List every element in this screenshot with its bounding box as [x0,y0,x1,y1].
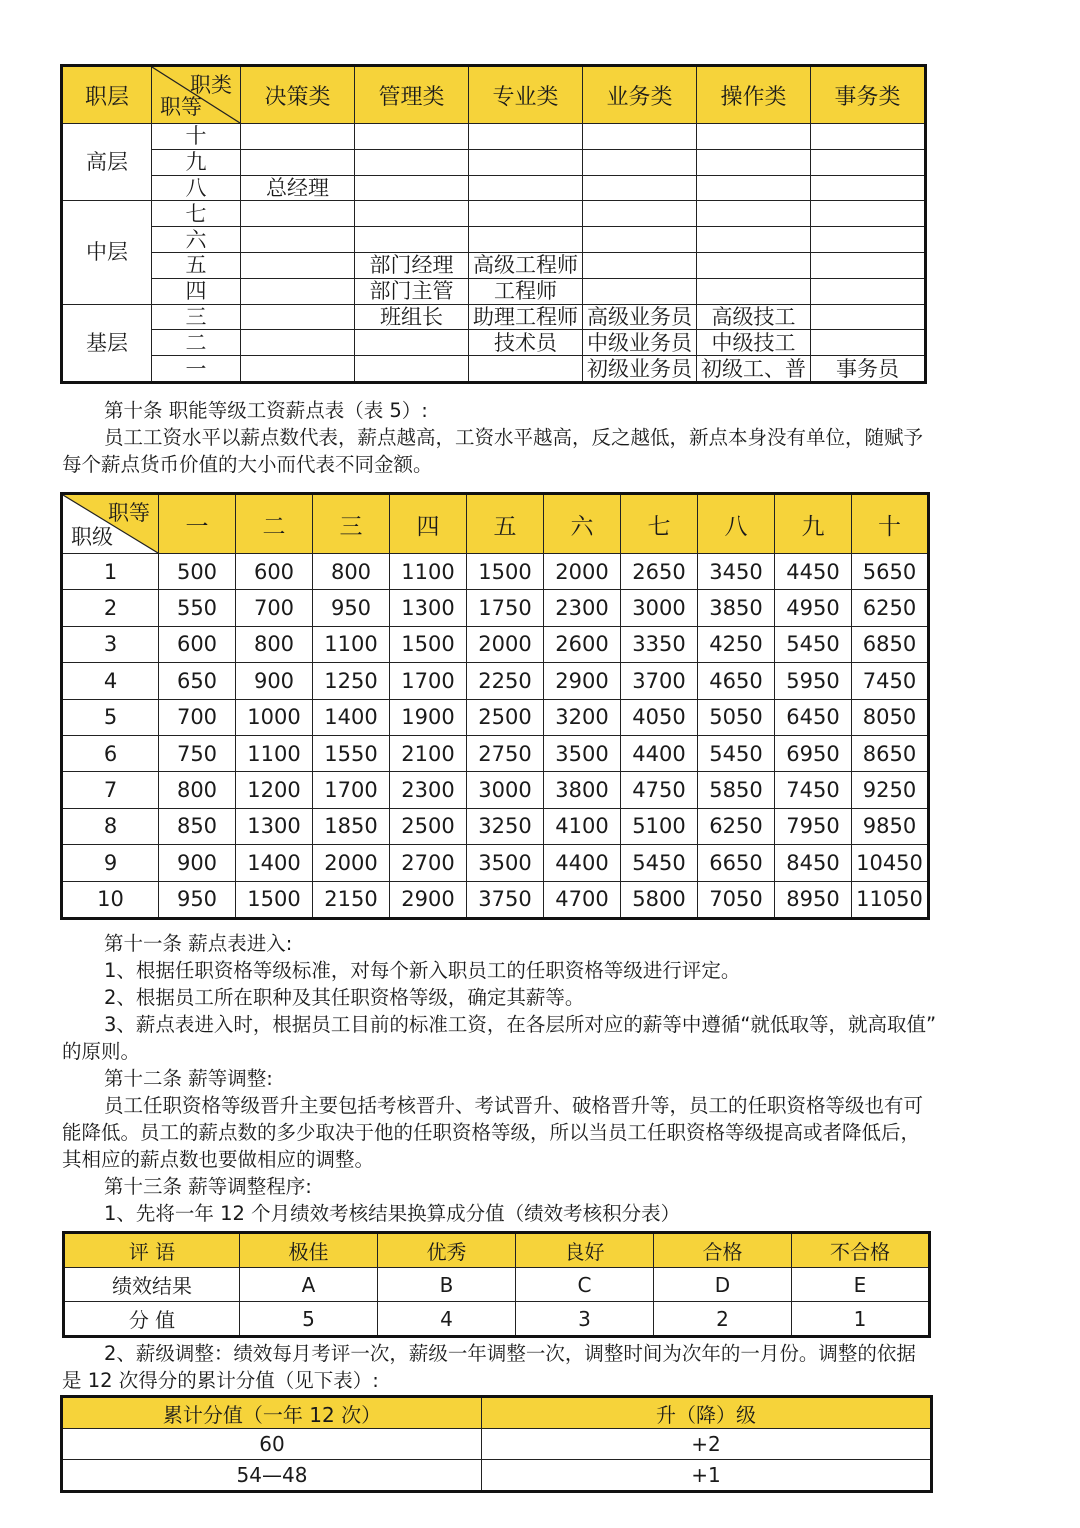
salary-point-cell: 4050 [621,699,698,735]
salary-point-cell: 2300 [544,590,621,626]
position-cell [583,149,697,175]
salary-point-cell: 4950 [775,590,852,626]
salary-point-cell: 3800 [544,772,621,808]
category-header: 决策类 [241,66,355,124]
article-12-line: 员工任职资格等级晋升主要包括考核晋升、考试晋升、破格晋升等，员工的任职资格等级也有可 [104,1094,924,1117]
salary-point-cell: 5450 [621,845,698,881]
position-cell [469,124,583,150]
salary-point-cell: 1850 [313,808,390,844]
position-cell: 高级业务员 [583,304,697,330]
grade-header: 四 [390,494,467,554]
rating-header: 合格 [654,1233,792,1268]
row-label: 绩效结果 [64,1268,240,1302]
salary-point-cell: 1100 [236,735,313,771]
position-cell [355,201,469,227]
position-cell [583,252,697,278]
level-label: 4 [62,663,159,699]
article-13-item: 1、先将一年 12 个月绩效考核结果换算成分值（绩效考核积分表） [104,1202,681,1225]
salary-point-cell: 900 [236,663,313,699]
table-row [62,845,929,881]
table-row [62,699,929,735]
table1-row [62,304,926,330]
position-cell [811,304,926,330]
salary-point-cell: 1200 [236,772,313,808]
salary-point-cell: 3250 [467,808,544,844]
position-cell [355,124,469,150]
salary-point-cell: 950 [313,590,390,626]
position-cell: 助理工程师 [469,304,583,330]
position-cell [811,278,926,304]
score-cell: 2 [654,1302,792,1337]
salary-point-cell: 2000 [544,554,621,590]
table4-header-row [62,1397,932,1429]
position-cell [697,124,811,150]
table3-body [64,1233,930,1337]
column-header: 累计分值（一年 12 次） [62,1397,482,1429]
table-row [62,772,929,808]
table1-row [62,278,926,304]
article-13-title: 第十三条 薪等调整程序: [104,1175,312,1198]
position-cell [469,227,583,253]
table-row [62,735,929,771]
layer-label: 基层 [62,304,152,382]
salary-point-cell: 1700 [313,772,390,808]
salary-point-cell: 2900 [544,663,621,699]
article-10-title: 第十条 职能等级工资薪点表（表 5）: [104,399,428,422]
salary-point-cell: 7450 [775,772,852,808]
layer-label: 高层 [62,124,152,201]
salary-point-cell: 5100 [621,808,698,844]
score-cell: A [240,1268,378,1302]
article-13-item: 2、薪级调整：绩效每月考评一次，薪级一年调整一次，调整时间为次年的一月份。调整的依据 [104,1342,916,1365]
position-cell [811,330,926,356]
salary-point-cell: 1000 [236,699,313,735]
position-cell [241,124,355,150]
salary-point-cell: 3350 [621,626,698,662]
salary-point-cell: 550 [159,590,236,626]
salary-point-cell: 8950 [775,881,852,918]
article-11-item: 2、根据员工所在职种及其任职资格等级，确定其薪等。 [104,986,585,1009]
salary-point-cell: 5450 [775,626,852,662]
article-12-line: 其相应的薪点数也要做相应的调整。 [62,1148,375,1171]
table-row [62,881,929,918]
salary-point-cell: 7050 [698,881,775,918]
salary-point-cell: 1700 [390,663,467,699]
grade-label: 十 [152,124,241,150]
salary-point-cell: 1300 [390,590,467,626]
salary-point-cell: 1100 [313,626,390,662]
table1-row [62,330,926,356]
grade-header: 八 [698,494,775,554]
rating-header: 优秀 [378,1233,516,1268]
position-cell [697,227,811,253]
position-cell: 事务员 [811,356,926,383]
position-cell [355,227,469,253]
salary-point-cell: 1900 [390,699,467,735]
salary-point-cell: 2500 [390,808,467,844]
score-cell: 3 [516,1302,654,1337]
salary-point-cell: 1500 [467,554,544,590]
position-cell: 工程师 [469,278,583,304]
table-row [62,554,929,590]
salary-point-cell: 3700 [621,663,698,699]
grade-header: 二 [236,494,313,554]
performance-score-table [62,1231,931,1338]
grade-header: 三 [313,494,390,554]
category-header: 事务类 [811,66,926,124]
position-cell [583,227,697,253]
article-10-line: 员工工资水平以薪点数代表，薪点越高，工资水平越高，反之越低，新点本身没有单位，随赋予 [104,426,924,449]
salary-point-cell: 1500 [236,881,313,918]
score-cell: E [792,1268,930,1302]
rating-header: 极佳 [240,1233,378,1268]
score-cell: D [654,1268,792,1302]
position-cell [241,227,355,253]
salary-point-cell: 1400 [313,699,390,735]
position-cell: 初级业务员 [583,356,697,383]
table3-header-row [64,1233,930,1268]
salary-point-cell: 2150 [313,881,390,918]
salary-point-cell: 2700 [390,845,467,881]
position-cell [697,201,811,227]
article-11-title: 第十一条 薪点表进入: [104,932,293,955]
row-label: 分 值 [64,1302,240,1337]
position-cell [241,252,355,278]
article-13-item: 是 12 次得分的累计分值（见下表）: [62,1369,379,1392]
salary-point-cell: 7950 [775,808,852,844]
salary-point-cell: 4700 [544,881,621,918]
position-cell [355,330,469,356]
table1-col-layer-header: 职层 [62,66,152,124]
table1-body [62,124,926,383]
salary-point-cell: 750 [159,735,236,771]
position-cell [811,201,926,227]
position-cell [811,175,926,201]
score-cell: C [516,1268,654,1302]
position-cell [697,278,811,304]
level-label: 1 [62,554,159,590]
salary-point-cell: 1300 [236,808,313,844]
salary-point-cell: 850 [159,808,236,844]
table-row [64,1268,930,1302]
salary-point-cell: 2600 [544,626,621,662]
salary-point-cell: 3450 [698,554,775,590]
position-cell [583,175,697,201]
table1-row [62,356,926,383]
position-cell [355,356,469,383]
corner-label-category: 职类 [190,73,232,97]
score-cell: 4 [378,1302,516,1337]
position-cell [697,175,811,201]
position-cell [583,278,697,304]
grade-label: 四 [152,278,241,304]
grade-label: 一 [152,356,241,383]
position-cell [241,304,355,330]
score-cell: 5 [240,1302,378,1337]
layer-label: 中层 [62,201,152,304]
level-change-cell: +1 [482,1460,932,1492]
table1-row [62,252,926,278]
salary-point-cell: 1550 [313,735,390,771]
position-cell [583,201,697,227]
table2-header-row [62,494,929,554]
cumulative-score-cell: 60 [62,1429,482,1460]
position-cell: 技术员 [469,330,583,356]
salary-point-cell: 6250 [698,808,775,844]
salary-point-cell: 6950 [775,735,852,771]
level-label: 8 [62,808,159,844]
position-cell [241,149,355,175]
table-row [62,1460,932,1492]
salary-point-cell: 3500 [544,735,621,771]
table-row [62,808,929,844]
table-row [62,626,929,662]
column-header: 升（降）级 [482,1397,932,1429]
salary-point-cell: 6850 [852,626,929,662]
corner-label-level: 职级 [71,525,113,549]
salary-point-cell: 5450 [698,735,775,771]
grade-header: 六 [544,494,621,554]
position-cell [811,227,926,253]
table4-body [62,1397,932,1492]
salary-point-cell: 1750 [467,590,544,626]
table-row [64,1302,930,1337]
salary-point-cell: 2900 [390,881,467,918]
salary-point-cell: 2500 [467,699,544,735]
salary-point-cell: 3850 [698,590,775,626]
level-label: 10 [62,881,159,918]
article-11-item: 3、薪点表进入时，根据员工目前的标准工资，在各层所对应的薪等中遵循“就低取等，就高取值” [104,1013,937,1036]
position-cell [811,149,926,175]
article-12-title: 第十二条 薪等调整: [104,1067,273,1090]
table1-header-row [62,66,926,124]
category-header: 操作类 [697,66,811,124]
position-cell [241,278,355,304]
cumulative-score-cell: 54—48 [62,1460,482,1492]
table-row [62,1429,932,1460]
article-11-item: 的原则。 [62,1040,141,1063]
position-cell [583,124,697,150]
article-10-line: 每个薪点货币价值的大小而代表不同金额。 [62,453,433,476]
salary-point-cell: 3500 [467,845,544,881]
salary-point-cell: 7450 [852,663,929,699]
salary-point-cell: 5650 [852,554,929,590]
rating-header: 评 语 [64,1233,240,1268]
table1-row [62,227,926,253]
salary-point-cell: 2650 [621,554,698,590]
salary-point-cell: 4100 [544,808,621,844]
salary-point-cell: 3000 [467,772,544,808]
position-cell: 总经理 [241,175,355,201]
table1-row [62,149,926,175]
salary-point-cell: 8650 [852,735,929,771]
position-cell [811,252,926,278]
salary-point-cell: 4400 [544,845,621,881]
salary-point-cell: 10450 [852,845,929,881]
position-cell [469,149,583,175]
score-cell: 1 [792,1302,930,1337]
position-cell [241,330,355,356]
level-label: 9 [62,845,159,881]
position-cell [241,201,355,227]
position-cell [469,356,583,383]
table2-diagonal-header [62,494,159,554]
position-cell [241,356,355,383]
grade-header: 七 [621,494,698,554]
score-cell: B [378,1268,516,1302]
table-row [62,663,929,699]
salary-point-cell: 800 [159,772,236,808]
position-cell: 高级工程师 [469,252,583,278]
rating-header: 不合格 [792,1233,930,1268]
table-row [62,590,929,626]
salary-point-cell: 6450 [775,699,852,735]
salary-point-cell: 5950 [775,663,852,699]
salary-point-cell: 2750 [467,735,544,771]
grade-label: 五 [152,252,241,278]
position-cell [355,175,469,201]
salary-point-cell: 1400 [236,845,313,881]
table1-diagonal-header [152,66,241,124]
salary-point-cell: 9850 [852,808,929,844]
grade-header: 一 [159,494,236,554]
salary-point-cell: 600 [236,554,313,590]
rating-header: 良好 [516,1233,654,1268]
salary-point-cell: 5800 [621,881,698,918]
position-cell [355,149,469,175]
salary-point-cell: 2250 [467,663,544,699]
salary-point-cell: 4450 [775,554,852,590]
salary-point-cell: 650 [159,663,236,699]
salary-point-cell: 2000 [313,845,390,881]
grade-label: 九 [152,149,241,175]
table1-row [62,201,926,227]
salary-point-cell: 1100 [390,554,467,590]
salary-point-cell: 600 [159,626,236,662]
table1-row [62,124,926,150]
salary-point-cell: 3000 [621,590,698,626]
salary-point-cell: 8050 [852,699,929,735]
position-cell: 中级业务员 [583,330,697,356]
position-cell: 中级技工 [697,330,811,356]
salary-point-cell: 5050 [698,699,775,735]
level-label: 7 [62,772,159,808]
level-label: 2 [62,590,159,626]
article-12-line: 能降低。员工的薪点数的多少取决于他的任职资格等级，所以当员工任职资格等级提高或者降低后， [62,1121,921,1144]
salary-point-cell: 9250 [852,772,929,808]
category-header: 管理类 [355,66,469,124]
position-cell: 初级工、普 [697,356,811,383]
salary-point-cell: 1250 [313,663,390,699]
grade-label: 六 [152,227,241,253]
salary-point-cell: 4650 [698,663,775,699]
position-cell [811,124,926,150]
salary-point-cell: 2100 [390,735,467,771]
salary-point-cell: 6250 [852,590,929,626]
table2-body [62,554,929,919]
category-header: 业务类 [583,66,697,124]
salary-point-cell: 5850 [698,772,775,808]
salary-point-cell: 1500 [390,626,467,662]
salary-point-cell: 700 [159,699,236,735]
salary-point-cell: 3200 [544,699,621,735]
job-grade-matrix-table [60,64,927,384]
salary-point-cell: 500 [159,554,236,590]
salary-point-cell: 3750 [467,881,544,918]
level-label: 3 [62,626,159,662]
grade-header: 十 [852,494,929,554]
salary-point-cell: 4400 [621,735,698,771]
grade-header: 五 [467,494,544,554]
salary-point-cell: 2300 [390,772,467,808]
position-cell: 部门主管 [355,278,469,304]
salary-point-cell: 800 [313,554,390,590]
salary-point-cell: 950 [159,881,236,918]
level-label: 5 [62,699,159,735]
position-cell [697,252,811,278]
salary-point-cell: 11050 [852,881,929,918]
corner-label-grade: 职等 [108,501,150,525]
salary-points-table [60,492,930,920]
corner-label-grade: 职等 [160,95,202,119]
cumulative-score-table [60,1395,933,1493]
grade-label: 八 [152,175,241,201]
salary-point-cell: 2000 [467,626,544,662]
article-11-item: 1、根据任职资格等级标准，对每个新入职员工的任职资格等级进行评定。 [104,959,741,982]
table1-row [62,175,926,201]
position-cell: 高级技工 [697,304,811,330]
salary-point-cell: 4250 [698,626,775,662]
category-header: 专业类 [469,66,583,124]
salary-point-cell: 900 [159,845,236,881]
grade-label: 七 [152,201,241,227]
position-cell [469,201,583,227]
salary-point-cell: 800 [236,626,313,662]
grade-header: 九 [775,494,852,554]
level-label: 6 [62,735,159,771]
grade-label: 二 [152,330,241,356]
position-cell [697,149,811,175]
position-cell [469,175,583,201]
grade-label: 三 [152,304,241,330]
salary-point-cell: 700 [236,590,313,626]
position-cell: 班组长 [355,304,469,330]
salary-point-cell: 6650 [698,845,775,881]
level-change-cell: +2 [482,1429,932,1460]
salary-point-cell: 4750 [621,772,698,808]
salary-point-cell: 8450 [775,845,852,881]
position-cell: 部门经理 [355,252,469,278]
